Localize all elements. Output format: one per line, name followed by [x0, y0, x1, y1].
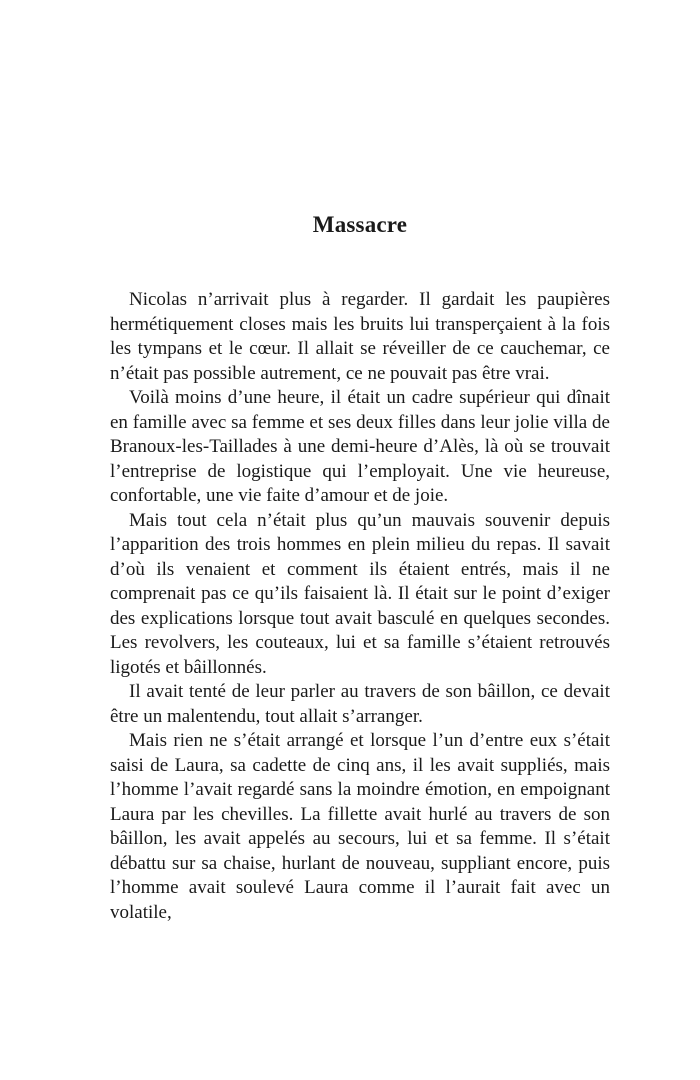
chapter-body: [110, 288, 610, 925]
paragraph: Il avait tenté de leur parler au travers de son bâillon, ce devait être un malentendu, tout allait s’arranger.: [110, 681, 610, 727]
paragraph: Voilà moins d’une heure, il était un cadre supérieur qui dînait en famille avec sa femme et ses deux filles dans leur jolie villa de Branoux-les-Taillades à une demi-heure d’Alès, là où se trouvait l’entreprise de logistique qui l’employait. Une vie heureuse, confortable, une vie faite d’amour et de joie.: [110, 387, 610, 506]
paragraph: Mais rien ne s’était arrangé et lorsque l’un d’entre eux s’était saisi de Laura, sa cadette de cinq ans, il les avait suppliés, mais l’homme l’avait regardé sans la moindre émotion, en empoignant Laura par les chevilles. La fillette avait hurlé au travers de son bâillon, les avait appelés au secours, lui et sa femme. Il s’était débattu sur sa chaise, hurlant de nouveau, suppliant encore, puis l’homme avait soulevé Laura comme il l’aurait fait avec un volatile,: [110, 730, 610, 923]
paragraph: Nicolas n’arrivait plus à regarder. Il gardait les paupières hermétiquement closes mais les bruits lui transperçaient à la fois les tympans et le cœur. Il allait se réveiller de ce cauchemar, ce n’était pas possible autrement, ce ne pouvait pas être vrai.: [110, 289, 610, 384]
paragraph: Mais tout cela n’était plus qu’un mauvais souvenir depuis l’apparition des trois hommes en plein milieu du repas. Il savait d’où ils venaient et comment ils étaient entrés, mais il ne comprenait pas ce qu’ils faisaient là. Il était sur le point d’exiger des explications lorsque tout avait basculé en quelques secondes. Les revolvers, les couteaux, lui et sa famille s’étaient retrouvés ligotés et bâillonnés.: [110, 509, 610, 678]
chapter-title: Massacre: [312, 212, 408, 237]
